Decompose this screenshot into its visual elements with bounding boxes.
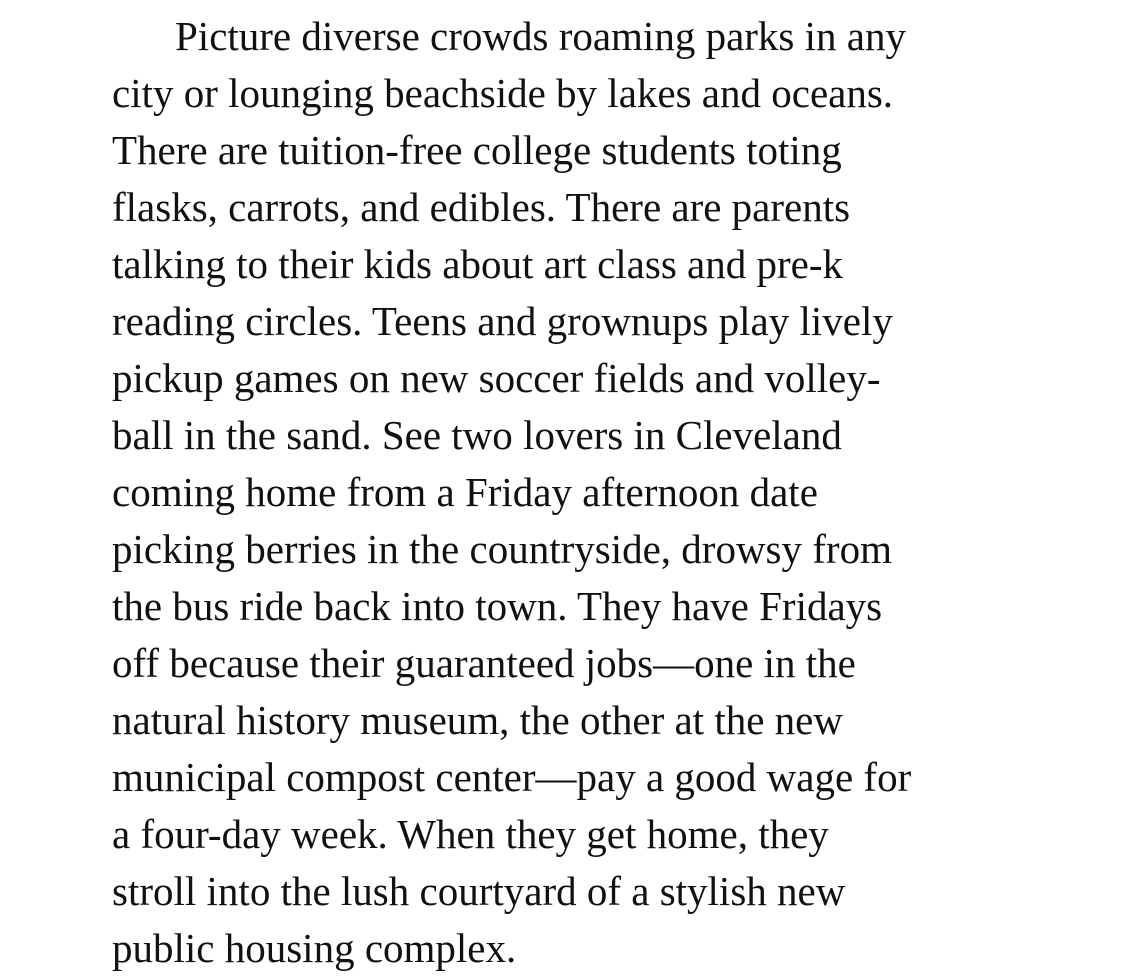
text-line: the bus ride back into town. They have Fridays: [112, 583, 883, 629]
text-line: a four-day week. When they get home, they: [112, 811, 829, 857]
text-line: flasks, carrots, and edibles. There are parents: [112, 184, 851, 230]
text-line: pickup games on new soccer fields and volley-: [112, 355, 881, 401]
text-line: stroll into the lush courtyard of a stylish new: [112, 868, 846, 914]
text-line: off because their guaranteed jobs—one in the: [112, 640, 856, 686]
text-line: talking to their kids about art class and pre-k: [112, 241, 843, 287]
text-line: natural history museum, the other at the new: [112, 697, 843, 743]
text-line: reading circles. Teens and grownups play lively: [112, 298, 893, 344]
text-line: There are tuition-free college students toting: [112, 127, 842, 173]
text-line: municipal compost center—pay a good wage for: [112, 754, 912, 800]
body-paragraph: [112, 8, 911, 977]
text-line: city or lounging beachside by lakes and oceans.: [112, 70, 894, 116]
text-line: ball in the sand. See two lovers in Cleveland: [112, 412, 842, 458]
text-line: picking berries in the countryside, drowsy from: [112, 526, 892, 572]
text-line: coming home from a Friday afternoon date: [112, 469, 818, 515]
text-line: public housing complex.: [112, 925, 517, 971]
text-line: Picture diverse crowds roaming parks in any: [175, 13, 906, 59]
